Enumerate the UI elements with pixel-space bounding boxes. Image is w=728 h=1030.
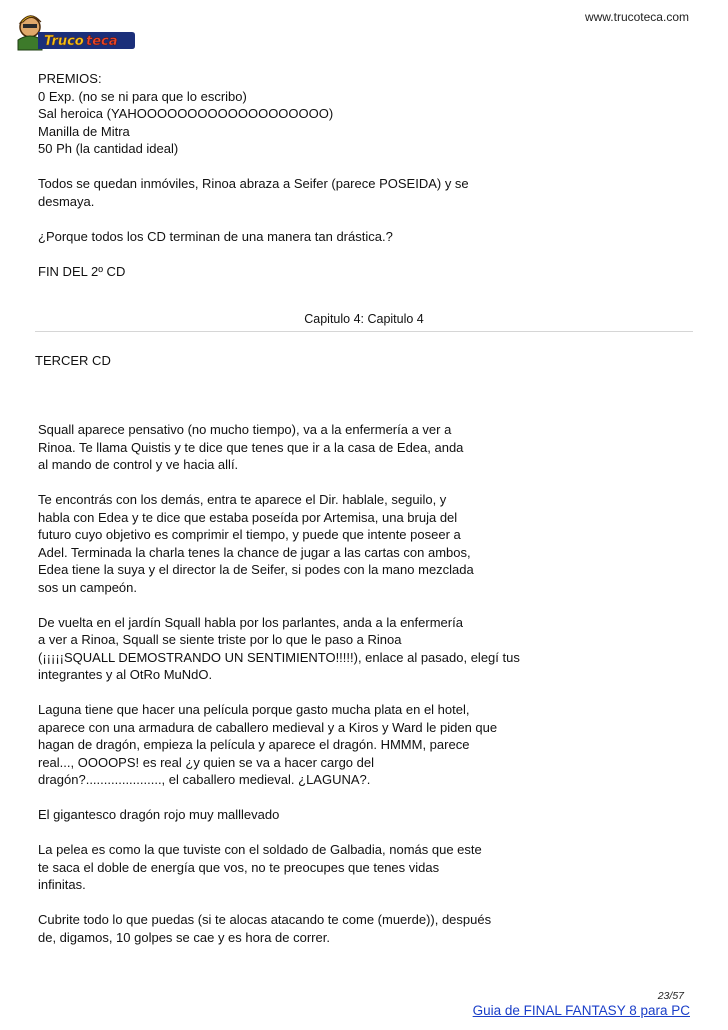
- text-line: Laguna tiene que hacer una película porque gasto mucha plata en el hotel,: [38, 702, 470, 717]
- text-line: ¿Porque todos los CD terminan de una manera tan drástica.?: [38, 228, 393, 244]
- text-line: de, digamos, 10 golpes se cae y es hora de correr.: [38, 929, 330, 945]
- text-line: integrantes y al OtRo MuNdO.: [38, 667, 213, 682]
- text-line: Cubrite todo lo que puedas (si te alocas atacando te come (muerde)), después: [38, 912, 492, 927]
- chapter-divider: [35, 331, 693, 332]
- paragraph-gap: [38, 158, 558, 176]
- rewards-section: [38, 70, 558, 280]
- text-line: La pelea es como la que tuviste con el soldado de Galbadia, nomás que este: [38, 842, 482, 857]
- text-line: FIN DEL 2º CD: [38, 263, 126, 279]
- paragraph-gap: [38, 894, 558, 912]
- text-line: De vuelta en el jardín Squall habla por los parlantes, anda a la enfermería: [38, 614, 463, 630]
- text-line: real..., OOOOPS! es real ¿y quien se va a hacer cargo del: [38, 754, 374, 770]
- trucoteca-logo[interactable]: [14, 10, 136, 52]
- site-url: www.trucoteca.com: [584, 10, 689, 24]
- text-line: Adel. Terminada la charla tenes la chance de jugar a las cartas con ambos,: [38, 544, 471, 560]
- text-line: desmaya.: [38, 193, 95, 209]
- text-line: dragón?....................., el caballero medieval. ¿LAGUNA?.: [38, 772, 371, 787]
- paragraph-gap: [38, 245, 558, 263]
- text-line: 50 Ph (la cantidad ideal): [38, 141, 179, 156]
- paragraph-gap: [38, 474, 558, 492]
- text-line: Todos se quedan inmóviles, Rinoa abraza a Seifer (parece POSEIDA) y se: [38, 176, 469, 191]
- text-line: Rinoa. Te llama Quistis y te dice que tenes que ir a la casa de Edea, anda: [38, 439, 464, 455]
- walkthrough-body: [38, 421, 558, 946]
- paragraph-gap: [38, 684, 558, 702]
- text-line: El gigantesco dragón rojo muy malllevado: [38, 807, 280, 822]
- text-line: infinitas.: [38, 877, 86, 892]
- text-line: PREMIOS:: [38, 71, 102, 86]
- section-title: TERCER CD: [35, 353, 111, 368]
- text-line: a ver a Rinoa, Squall se siente triste por lo que le paso a Rinoa: [38, 632, 402, 647]
- text-line: 0 Exp. (no se ni para que lo escribo): [38, 88, 247, 104]
- text-line: al mando de control y ve hacia allí.: [38, 457, 239, 472]
- text-line: aparece con una armadura de caballero medieval y a Kiros y Ward le piden que: [38, 719, 498, 735]
- text-line: habla con Edea y te dice que estaba poseída por Artemisa, una bruja del: [38, 509, 458, 525]
- chapter-heading: Capitulo 4: Capitulo 4: [304, 312, 424, 326]
- paragraph-gap: [38, 789, 558, 807]
- text-line: Squall aparece pensativo (no mucho tiempo), va a la enfermería a ver a: [38, 422, 452, 437]
- text-line: te saca el doble de energía que vos, no te preocupes que tenes vidas: [38, 859, 440, 875]
- text-line: Sal heroica (YAHOOOOOOOOOOOOOOOOOOO): [38, 106, 334, 121]
- text-line: Manilla de Mitra: [38, 123, 130, 139]
- text-line: futuro cuyo objetivo es comprimir el tiempo, y puede que intente poseer a: [38, 527, 461, 542]
- text-line: Te encontrás con los demás, entra te aparece el Dir. hablale, seguilo, y: [38, 492, 447, 507]
- page-number: 23/57: [657, 990, 684, 1002]
- text-line: sos un campeón.: [38, 579, 138, 595]
- paragraph-gap: [38, 596, 558, 614]
- paragraph-gap: [38, 210, 558, 228]
- text-line: Edea tiene la suya y el director la de Seifer, si podes con la mano mezclada: [38, 562, 474, 577]
- text-line: (¡¡¡¡¡SQUALL DEMOSTRANDO UN SENTIMIENTO!!!!!), enlace al pasado, elegí tus: [38, 649, 520, 665]
- paragraph-gap: [38, 824, 558, 842]
- svg-text:teca: teca: [86, 34, 118, 49]
- guide-link[interactable]: Guia de FINAL FANTASY 8 para PC: [472, 1003, 690, 1018]
- text-line: hagan de dragón, empieza la película y aparece el dragón. HMMM, parece: [38, 737, 470, 752]
- svg-text:Truco: Truco: [44, 34, 84, 49]
